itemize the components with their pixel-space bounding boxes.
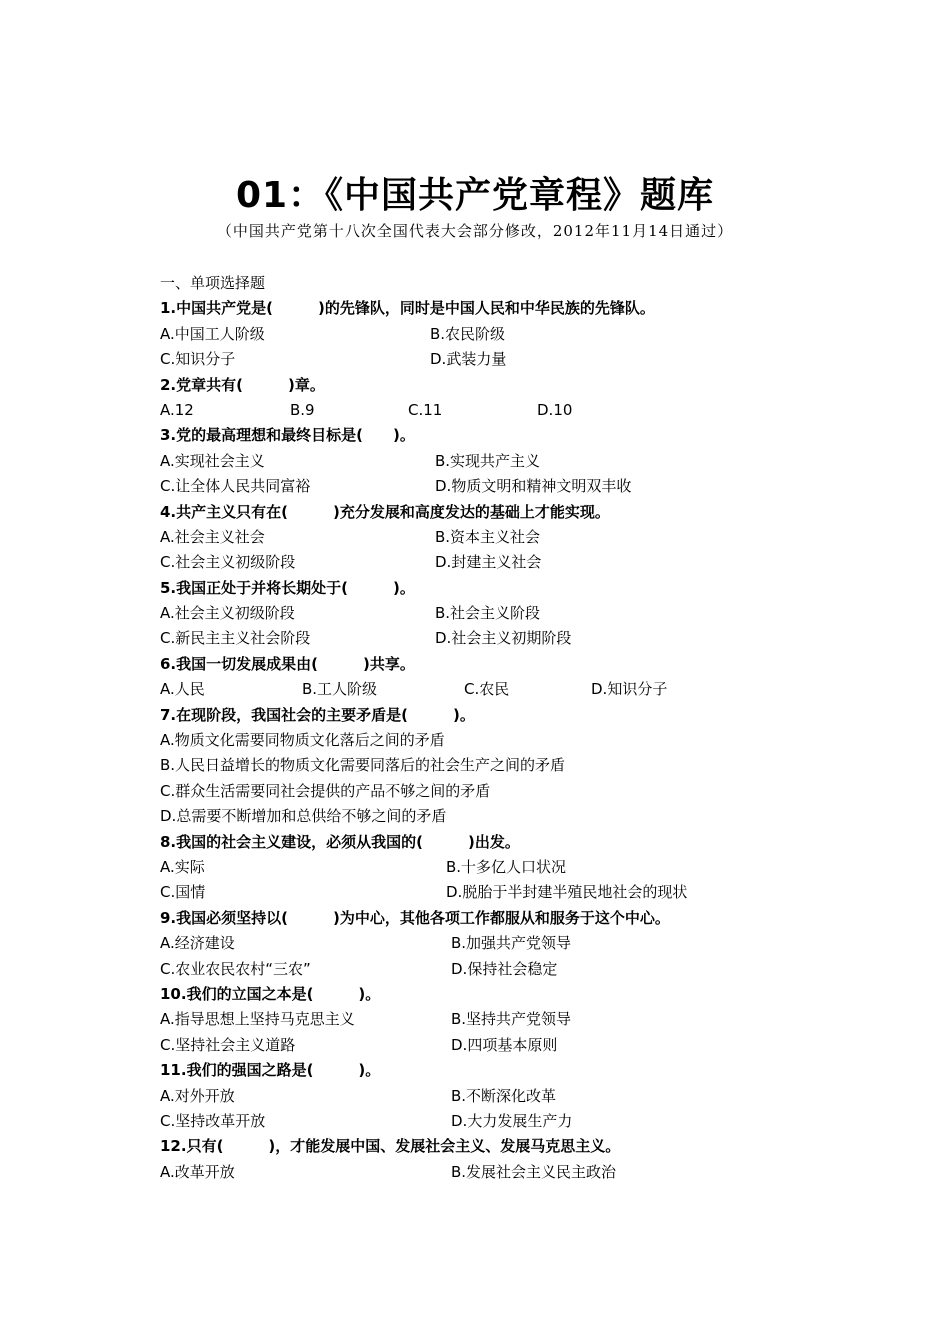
option-row <box>160 1109 880 1134</box>
option-row <box>160 957 880 982</box>
option-item: C.新民主主义社会阶段 <box>160 629 311 648</box>
option-row <box>160 1160 880 1185</box>
option-item: B.坚持共产党领导 <box>451 1010 572 1029</box>
option-row <box>160 525 880 550</box>
option-item: C.农业农民农村“三农” <box>160 959 311 978</box>
option-row <box>160 677 880 702</box>
option-item: D.四项基本原则 <box>451 1035 558 1054</box>
question-text: 6.我国一切发展成果由( )共享。 <box>160 654 415 673</box>
option-item: B.人民日益增长的物质文化需要同落后的社会生产之间的矛盾 <box>160 756 566 775</box>
option-row <box>160 753 880 778</box>
question-text: 1.中国共产党是( )的先锋队，同时是中国人民和中华民族的先锋队。 <box>160 299 655 318</box>
option-item: C.坚持改革开放 <box>160 1111 266 1130</box>
option-item: A.指导思想上坚持马克思主义 <box>160 1010 355 1029</box>
option-item: B.十多亿人口状况 <box>446 857 567 876</box>
question-text: 9.我国必须坚持以( )为中心，其他各项工作都服从和服务于这个中心。 <box>160 908 670 927</box>
option-item: A.12 <box>160 400 194 419</box>
option-row <box>160 398 880 423</box>
option-item: A.人民 <box>160 680 205 699</box>
question-text: 11.我们的强国之路是( )。 <box>160 1061 381 1080</box>
option-item: C.群众生活需要同社会提供的产品不够之间的矛盾 <box>160 781 491 800</box>
question-text: 3.党的最高理想和最终目标是( )。 <box>160 426 415 445</box>
option-row <box>160 449 880 474</box>
option-item: A.社会主义社会 <box>160 527 265 546</box>
option-item: A.实际 <box>160 857 205 876</box>
option-item: B.发展社会主义民主政治 <box>451 1162 617 1181</box>
option-item: B.不断深化改革 <box>451 1086 557 1105</box>
option-item: D.知识分子 <box>591 680 668 699</box>
option-item: C.让全体人民共同富裕 <box>160 477 311 496</box>
option-item: B.实现共产主义 <box>435 451 541 470</box>
option-row <box>160 550 880 575</box>
option-item: D.社会主义初期阶段 <box>435 629 572 648</box>
option-item: B.资本主义社会 <box>435 527 541 546</box>
option-row <box>160 626 880 651</box>
option-row <box>160 322 880 347</box>
questions-container <box>160 296 880 1185</box>
option-row <box>160 1007 880 1032</box>
option-item: D.大力发展生产力 <box>451 1111 573 1130</box>
option-item: D.物质文明和精神文明双丰收 <box>435 477 632 496</box>
option-row <box>160 855 880 880</box>
option-item: C.知识分子 <box>160 350 236 369</box>
option-row <box>160 1033 880 1058</box>
option-item: B.9 <box>290 400 315 419</box>
option-row <box>160 779 880 804</box>
option-row <box>160 931 880 956</box>
option-item: D.武装力量 <box>430 350 507 369</box>
option-row <box>160 1084 880 1109</box>
option-item: C.国情 <box>160 883 206 902</box>
option-item: C.11 <box>408 400 443 419</box>
option-row <box>160 728 880 753</box>
question-text: 7.在现阶段，我国社会的主要矛盾是( )。 <box>160 705 475 724</box>
option-item: D.保持社会稳定 <box>451 959 558 978</box>
question-text: 4.共产主义只有在( )充分发展和高度发达的基础上才能实现。 <box>160 502 610 521</box>
question-text: 2.党章共有( )章。 <box>160 375 325 394</box>
option-item: A.中国工人阶级 <box>160 324 265 343</box>
question-text: 12.只有( )，才能发展中国、发展社会主义、发展马克思主义。 <box>160 1137 621 1156</box>
option-item: C.坚持社会主义道路 <box>160 1035 296 1054</box>
option-item: B.工人阶级 <box>302 680 378 699</box>
option-item: D.脱胎于半封建半殖民地社会的现状 <box>446 883 688 902</box>
option-item: B.农民阶级 <box>430 324 506 343</box>
option-row <box>160 347 880 372</box>
option-row <box>160 880 880 905</box>
option-row <box>160 804 880 829</box>
option-item: A.社会主义初级阶段 <box>160 604 295 623</box>
option-item: D.10 <box>537 400 573 419</box>
option-item: A.改革开放 <box>160 1162 235 1181</box>
option-item: A.对外开放 <box>160 1086 235 1105</box>
option-item: A.经济建设 <box>160 934 235 953</box>
option-item: D.封建主义社会 <box>435 553 542 572</box>
question-text: 10.我们的立国之本是( )。 <box>160 984 381 1003</box>
option-item: D.总需要不断增加和总供给不够之间的矛盾 <box>160 807 447 826</box>
option-item: C.农民 <box>464 680 510 699</box>
question-list <box>160 271 880 1185</box>
option-item: C.社会主义初级阶段 <box>160 553 296 572</box>
section-heading: 一、单项选择题 <box>160 274 266 292</box>
option-item: A.物质文化需要同物质文化落后之间的矛盾 <box>160 731 445 750</box>
document-subtitle: （中国共产党第十八次全国代表大会部分修改，2012年11月14日通过） <box>216 222 734 240</box>
option-row <box>160 601 880 626</box>
option-item: A.实现社会主义 <box>160 451 265 470</box>
option-item: B.社会主义阶段 <box>435 604 541 623</box>
option-row <box>160 474 880 499</box>
document-title: 01：《中国共产党章程》题库 <box>235 175 715 216</box>
option-item: B.加强共产党领导 <box>451 934 572 953</box>
question-text: 5.我国正处于并将长期处于( )。 <box>160 578 415 597</box>
question-text: 8.我国的社会主义建设，必须从我国的( )出发。 <box>160 832 520 851</box>
